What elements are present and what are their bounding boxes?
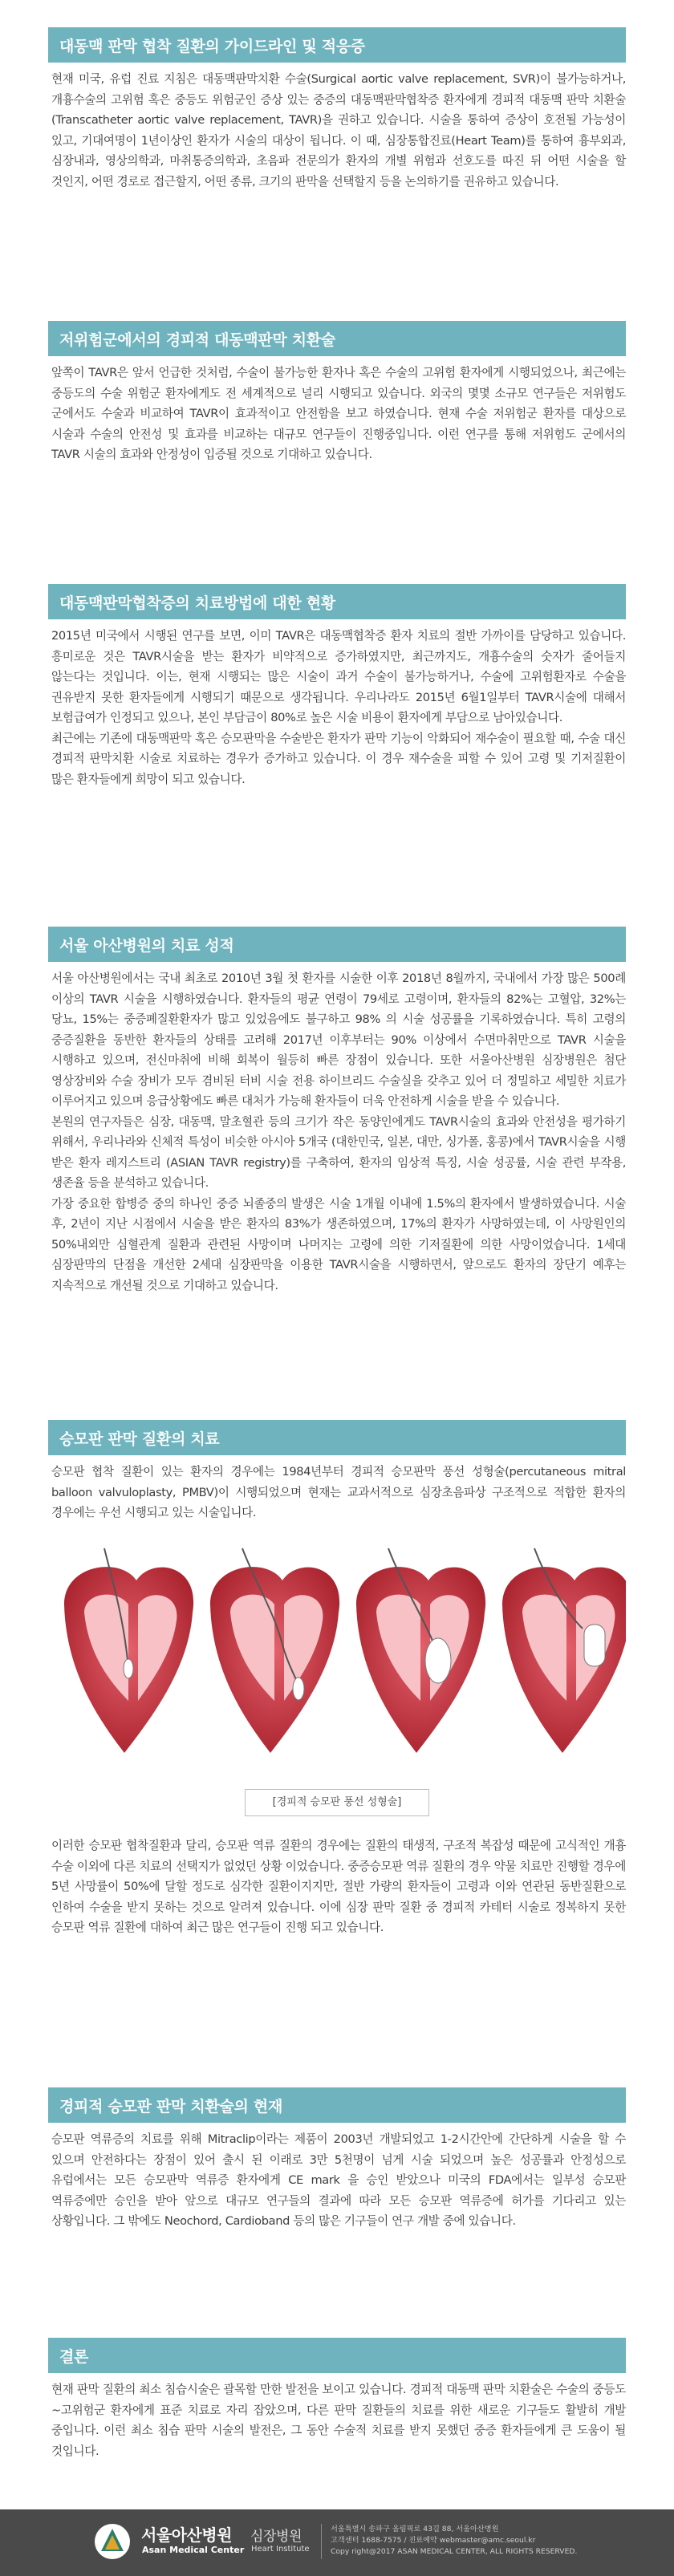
section-title: 경피적 승모판 판막 치환술의 현재	[59, 2098, 283, 2116]
paragraph: 앞쪽이 TAVR은 앞서 언급한 것처럼, 수술이 불가능한 환자나 혹은 수술의 고위험 환자에게 시행되었으나, 최근에는 중등도의 수술 위험군 환자에게도 전 세계적으로 널리 시행되고 있습니다. 외국의 몇몇 소규모 연구들은 저위험도 군에서도 수술과 비교하여 TAVR이 효과적이고 안전함을 보고 하였습니다. 현재 수술 저위험군 환자를 대상으로 시술과 수술의 안전성 및 효과를 비교하는 대규모 연구들이 진행중입니다. 이런 연구를 통해 저위험도 군에서의 TAVR 시술의 효과와 안정성이 입증될 것으로 기대하고 있습니다.	[51, 366, 626, 461]
section-body-mitral-regurgitation	[51, 1836, 626, 1938]
institute-name: 심장병원	[250, 2529, 302, 2545]
section-header-status	[48, 584, 626, 619]
hospital-logo-icon	[93, 2522, 132, 2561]
section-body-results	[51, 968, 626, 1296]
section-title: 저위험군에서의 경피적 대동맥판막 치환술	[59, 331, 335, 349]
heart-step-4	[502, 1548, 626, 1753]
heart-step-3	[356, 1548, 485, 1753]
heart-step-1	[64, 1548, 193, 1753]
hospital-name: 서울아산병원	[141, 2525, 232, 2545]
section-title: 결론	[59, 2348, 89, 2366]
paragraph: 승모판 역류증의 치료를 위해 Mitraclip이라는 제품이 2003년 개발되었고 1-2시간안에 간단하게 시술을 할 수 있으며 안전하다는 장점이 있어 출시 된 이래로 3만 5천명이 넘게 시술 되었으며 높은 성공률과 안정성으로 유럽에서는 모든 승모판막 역류증 환자에게 CE mark 을 승인 받았으나 미국의 FDA에서는 일부성 승모판 역류증에만 승인을 받아 앞으로 대규모 연구들의 결과에 따라 모든 승모판 역류증에 허가를 기다리고 있는 상황입니다. 그 밖에도 Neochord, Cardioband 등의 많은 기구들이 연구 개발 중에 있습니다.	[51, 2132, 626, 2228]
heart-step-2	[210, 1548, 339, 1753]
paragraph: 최근에는 기존에 대동맥판막 혹은 승모판막을 수술받은 환자가 판막 기능이 악화되어 재수술이 필요할 때, 수술 대신 경피적 판막치환 시술로 치료하는 경우가 증가하고 있습니다. 이 경우 재수술을 피할 수 있어 고령 및 기저질환이 많은 환자들에게 희망이 되고 있습니다.	[51, 731, 626, 786]
footer-divider	[321, 2524, 322, 2559]
section-header-conclusion	[48, 2338, 626, 2373]
section-title: 서울 아산병원의 치료 성적	[59, 937, 234, 955]
footer-copyright: Copy right@2017 ASAN MEDICAL CENTER, ALL RIGHTS RESERVED.	[331, 2547, 578, 2556]
section-body-low-risk	[51, 363, 626, 465]
section-body-conclusion	[51, 2379, 626, 2461]
section-header-mitraclip	[48, 2087, 626, 2123]
paragraph: 2015년 미국에서 시행된 연구를 보면, 이미 TAVR은 대동맥협착증 환자 치료의 절반 가까이를 담당하고 있습니다. 흥미로운 것은 TAVR시술을 받는 환자가 비약적으로 증가하였지만, 최근까지도, 개흉수술의 숫자가 줄어들지 않는다는 것입니다. 이는, 현재 시행되는 많은 시술이 과거 수술이 불가능하거나, 수술에 고위험환자로 수술을 권유받지 못한 환자들에게 시행되기 때문으로 생각됩니다. 우리나라도 2015년 6월1일부터 TAVR시술에 대해서 보험급여가 인정되고 있으나, 본인 부담금이 80%로 높은 시술 비용이 환자에게 부담으로 남아있습니다.	[51, 629, 626, 724]
institute-name-english: Heart Institute	[251, 2545, 310, 2554]
section-body-status	[51, 626, 626, 789]
pmbv-illustration	[48, 1540, 626, 1770]
footer-address: 서울특별시 송파구 올림픽로 43길 88, 서울아산병원	[331, 2525, 499, 2533]
paragraph: 승모판 협착 질환이 있는 환자의 경우에는 1984년부터 경피적 승모판막 풍선 성형술(percutaneous mitral balloon valvuloplasty, PMBV)이 시행되었으며 현재는 교과서적으로 심장초음파상 구조적으로 적합한 환자의 경우에는 우선 시행되고 있는 시술입니다.	[51, 1465, 626, 1519]
paragraph: 가장 중요한 합병증 중의 하나인 중증 뇌졸중의 발생은 시술 1개월 이내에 1.5%의 환자에서 발생하였습니다. 시술 후, 2년이 지난 시점에서 시술을 받은 환자의 83%가 생존하였으며, 17%의 환자가 사망하였는데, 이 사망원인의 50%내외만 심혈관계 질환과 관련된 사망이며 나머지는 고령에 의한 기저질환에 의한 사망이었습니다. 1세대 심장판막의 단점을 개선한 2세대 심장판막을 이용한 TAVR시술을 시행하면서, 앞으로도 환자의 장단기 예후는 지속적으로 개선될 것으로 기대하고 있습니다.	[51, 1196, 626, 1292]
paragraph: 이러한 승모판 협착질환과 달리, 승모판 역류 질환의 경우에는 질환의 태생적, 구조적 복잡성 때문에 고식적인 개흉 수술 이외에 다른 치료의 선택지가 없었던 상황 이었습니다. 중증승모판 역류 질환의 경우 약물 치료만 진행할 경우에 5년 사망률이 50%에 달할 정도로 심각한 질환이지지만, 절반 가량의 환자들이 고령과 이와 연관된 동반질환으로 인하여 수술을 받지 못하는 것으로 알려져 있습니다. 이에 심장 판막 질환 중 경피적 카테터 시술로 정복하지 못한 승모판 역류 질환에 대하여 최근 많은 연구들이 진행 되고 있습니다.	[51, 1839, 626, 1934]
section-body-mitral	[51, 1462, 626, 1523]
section-header-low-risk	[48, 321, 626, 356]
section-header-guideline	[48, 27, 626, 63]
section-title: 승모판 판막 질환의 치료	[59, 1430, 220, 1448]
footer-contact: 고객센터 1688-7575 / 진료예약 webmaster@amc.seoul.kr	[331, 2536, 536, 2545]
section-body-guideline	[51, 69, 626, 192]
paragraph: 현재 미국, 유럽 진료 지침은 대동맥판막치환 수술(Surgical aortic valve replacement, SVR)이 불가능하거나, 개흉수술의 고위험 혹은 중등도 위험군인 증상 있는 중증의 대동맥판막협착증 환자에게 경피적 대동맥 판막 치환술(Transcatheter aortic valve replacement, TAVR)을 권하고 있습니다. 시술을 통하여 증상이 호전될 가능성이 있고, 기대여명이 1년이상인 환자가 시술의 대상이 됩니다. 이 때, 심장통합진료(Heart Team)를 통하여 흉부외과, 심장내과, 영상의학과, 마취통증의학과, 초음파 전문의가 환자의 개별 위험과 선호도를 따진 뒤 어떤 시술을 할 것인지, 어떤 경로로 접근할지, 어떤 종류, 크기의 판막을 선택할지 등을 논의하기를 권유하고 있습니다.	[51, 72, 626, 189]
paragraph: 본원의 연구자들은 심장, 대동맥, 말초혈관 등의 크기가 작은 동양인에게도 TAVR시술의 효과와 안전성을 평가하기 위해서, 우리나라와 신체적 특성이 비슷한 아시아 5개국 (대한민국, 일본, 대만, 싱가폴, 홍콩)에서 TAVR시술을 시행 받은 환자 레지스트리 (ASIAN TAVR registry)를 구축하여, 환자의 임상적 특징, 시술 성공률, 시술 관련 부작용, 생존율 등을 분석하고 있습니다.	[51, 1114, 626, 1190]
figure-caption: [경피적 승모판 풍선 성형술]	[245, 1789, 429, 1816]
paragraph: 현재 판막 질환의 최소 침습시술은 괄목할 만한 발전을 보이고 있습니다. 경피적 대동맥 판막 치환술은 수술의 중등도~고위험군 환자에게 표준 치료로 자리 잡았으며, 다른 판막 질환들의 치료를 위한 새로운 기구들도 활발히 개발 중입니다. 이런 최소 침습 판막 시술의 발전은, 그 동안 수술적 치료를 받지 못했던 중증 환자들에게 큰 도움이 될 것입니다.	[51, 2383, 626, 2458]
paragraph: 서울 아산병원에서는 국내 최초로 2010년 3월 첫 환자를 시술한 이후 2018년 8월까지, 국내에서 가장 많은 500례 이상의 TAVR 시술을 시행하였습니다. 환자들의 평균 연령이 79세로 고령이며, 환자들의 82%는 고혈압, 32%는 당뇨, 15%는 중증폐질환환자가 많고 있었음에도 불구하고 98% 의 시술 성공률을 기록하였습니다. 특히 고령의 중증질환을 동반한 환자들의 상태를 고려해 2017년 이후부터는 90% 이상에서 수면마취만으로 TAVR 시술을 시행하고 있으며, 전신마취에 비해 회복이 월등히 빠른 장점이 있습니다. 또한 서울아산병원 심장병원은 첨단 영상장비와 수술 장비가 모두 겸비된 터비 시술 전용 하이브리드 수술실을 갖추고 있어 더 정밀하고 세밀한 치료가 이루어지고 있으며 응급상황에도 빠른 대처가 가능해 환자들이 더욱 안전하게 시술을 받을 수 있습니다.	[51, 972, 626, 1108]
footer-info	[331, 2524, 577, 2558]
hospital-name-english: Asan Medical Center	[142, 2545, 245, 2555]
section-title: 대동맥판막협착증의 치료방법에 대한 현황	[59, 594, 335, 612]
section-body-mitraclip	[51, 2129, 626, 2232]
footer	[0, 2509, 674, 2576]
section-header-results	[48, 927, 626, 962]
section-header-mitral	[48, 1420, 626, 1455]
section-title: 대동맥 판막 협착 질환의 가이드라인 및 적응증	[59, 38, 365, 55]
